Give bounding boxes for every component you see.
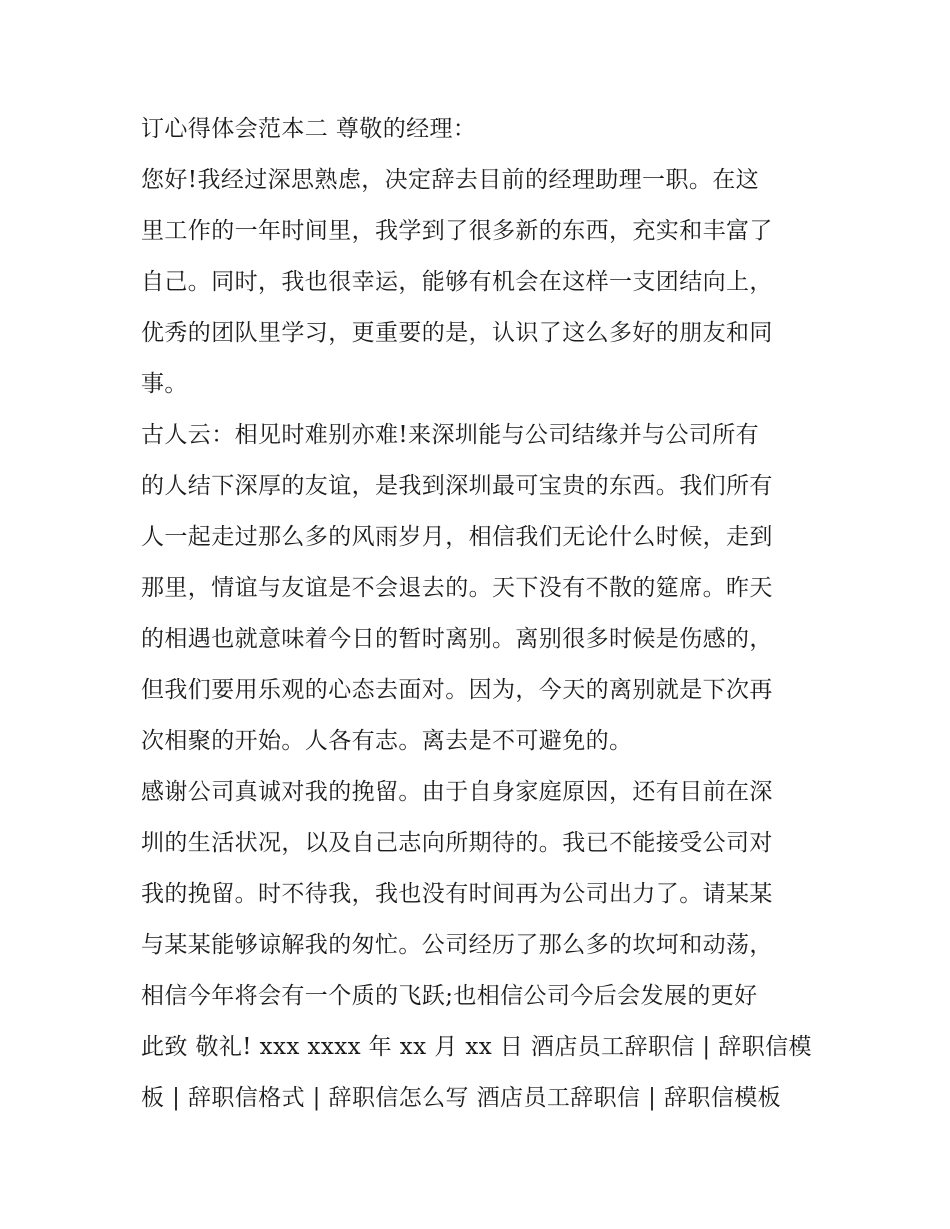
text-line: 优秀的团队里学习，更重要的是，认识了这么多好的朋友和同 [141, 320, 773, 346]
text-line: 的相遇也就意味着今日的暂时离别。离别很多时候是伤感的， [141, 626, 773, 652]
text-line: 古人云：相见时难别亦难!来深圳能与公司结缘并与公司所有 [141, 422, 760, 448]
text-line: 圳的生活状况，以及自己志向所期待的。我已不能接受公司对 [141, 830, 773, 856]
text-line: 相信今年将会有一个质的飞跃;也相信公司今后会发展的更好 [141, 983, 758, 1009]
text-line: 您好!我经过深思熟虑，决定辞去目前的经理助理一职。在这 [141, 167, 760, 193]
text-line: 此致 敬礼! xxx xxxx 年 xx 月 xx 日 酒店员工辞职信 | 辞职信模 [141, 1034, 812, 1060]
text-line: 我的挽留。时不待我，我也没有时间再为公司出力了。请某某 [141, 881, 773, 907]
text-line: 板 | 辞职信格式 | 辞职信怎么写 酒店员工辞职信 | 辞职信模板 [141, 1085, 782, 1111]
text-line: 的人结下深厚的友谊，是我到深圳最可宝贵的东西。我们所有 [141, 473, 773, 499]
text-line: 但我们要用乐观的心态去面对。因为，今天的离别就是下次再 [141, 677, 773, 703]
text-line: 订心得体会范本二 尊敬的经理： [141, 116, 477, 142]
text-line: 自己。同时，我也很幸运，能够有机会在这样一支团结向上， [141, 269, 773, 295]
text-line: 那里，情谊与友谊是不会退去的。天下没有不散的筵席。昨天 [141, 575, 773, 601]
text-line: 事。 [141, 371, 188, 397]
text-line: 次相聚的开始。人各有志。离去是不可避免的。 [141, 728, 633, 754]
text-line: 与某某能够谅解我的匆忙。公司经历了那么多的坎坷和动荡， [141, 932, 773, 958]
text-line: 感谢公司真诚对我的挽留。由于自身家庭原因，还有目前在深 [141, 779, 773, 805]
text-line: 里工作的一年时间里，我学到了很多新的东西，充实和丰富了 [141, 218, 773, 244]
text-line: 人一起走过那么多的风雨岁月，相信我们无论什么时候，走到 [141, 524, 773, 550]
letter-body [141, 104, 821, 1124]
